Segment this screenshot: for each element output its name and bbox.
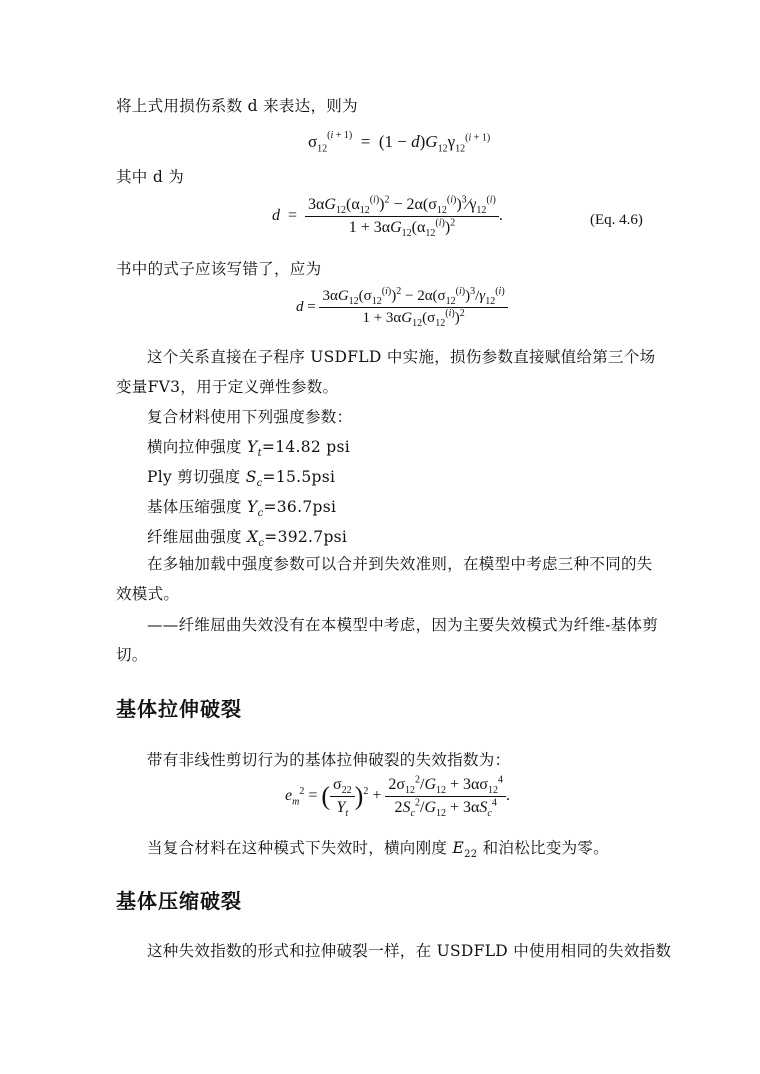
strength-fiber-buckling: 纤维屈曲强度 $X_c=392.7psi$ bbox=[147, 528, 348, 550]
equation-number: (Eq. 4.6) bbox=[590, 212, 643, 228]
paragraph-strength-intro: 复合材料使用下列强度参数： bbox=[147, 408, 353, 426]
equation-failure-index: $e_m^2$ = ( $\frac{\sigma_{22}}{Y_t}$ )$^2$ + $\frac{2\sigma_{12}^2/G_{12} + 3\alpha\sigma_{12}^4}{2S_c^2/G_{12} + 3\alpha S_c^4}$ . bbox=[285, 774, 511, 820]
paragraph-compressive-index: 这种失效指数的形式和拉伸破裂一样，在 USDFLD 中使用相同的失效指数 bbox=[147, 942, 672, 960]
paragraph-stiffness-zero: 当复合材料在这种模式下失效时，横向刚度 $E_{22}$ 和泊松比变为零。 bbox=[147, 839, 610, 861]
paragraph-damage-intro: 将上式用损伤系数 d 来表达，则为 bbox=[116, 97, 358, 115]
equation-stress-damage: $\sigma_{12}^{(i + 1)} = (1 - d)G_{12}\gamma_{12}^{(i + 1)}$ bbox=[308, 130, 491, 155]
paragraph-d-def: 其中 d 为 bbox=[116, 168, 185, 186]
equation-d-corrected: d = $\frac{3\alpha G_{12}(\sigma_{12}^{(i)})^2 - 2\alpha(\sigma_{12}^{(i)})^3/\gamma_{12}^{(i)}}{1 + 3\alpha G_{12}(\sigma_{12}^{(i)})^2}$ bbox=[296, 288, 508, 327]
strength-transverse-tensile: 横向拉伸强度 $Y_t=14.82$ psi bbox=[147, 438, 351, 460]
heading-matrix-compressive: 基体压缩破裂 bbox=[116, 889, 242, 913]
equation-d-book: d = $\frac{3\alpha G_{12}(\alpha_{12}^{(i)})^2 - 2\alpha(\sigma_{12}^{(i)})^3⁄\gamma_{12}^{(i)}}{1 + 3\alpha G_{12}(\alpha_{12}^{(i)})^2}$ . bbox=[272, 194, 503, 240]
paragraph-fiber-buckling-note: ——纤维屈曲失效没有在本模型中考虑，因为主要失效模式为纤维-基体剪切。 bbox=[116, 616, 659, 664]
paragraph-tensile-index: 带有非线性剪切行为的基体拉伸破裂的失效指数为： bbox=[147, 751, 511, 769]
strength-matrix-compressive: 基体压缩强度 $Y_c=36.7psi$ bbox=[147, 498, 337, 520]
paragraph-usdfld: 这个关系直接在子程序 USDFLD 中实施，损伤参数直接赋值给第三个场变量FV3，用于定义弹性参数。 bbox=[116, 348, 656, 396]
paragraph-multiaxial: 在多轴加载中强度参数可以合并到失效准则，在模型中考虑三种不同的失效模式。 bbox=[116, 555, 653, 603]
strength-ply-shear: Ply 剪切强度 $S_c=15.5psi$ bbox=[147, 468, 336, 490]
heading-matrix-tensile: 基体拉伸破裂 bbox=[116, 697, 242, 721]
paragraph-correction: 书中的式子应该写错了，应为 bbox=[116, 260, 322, 278]
